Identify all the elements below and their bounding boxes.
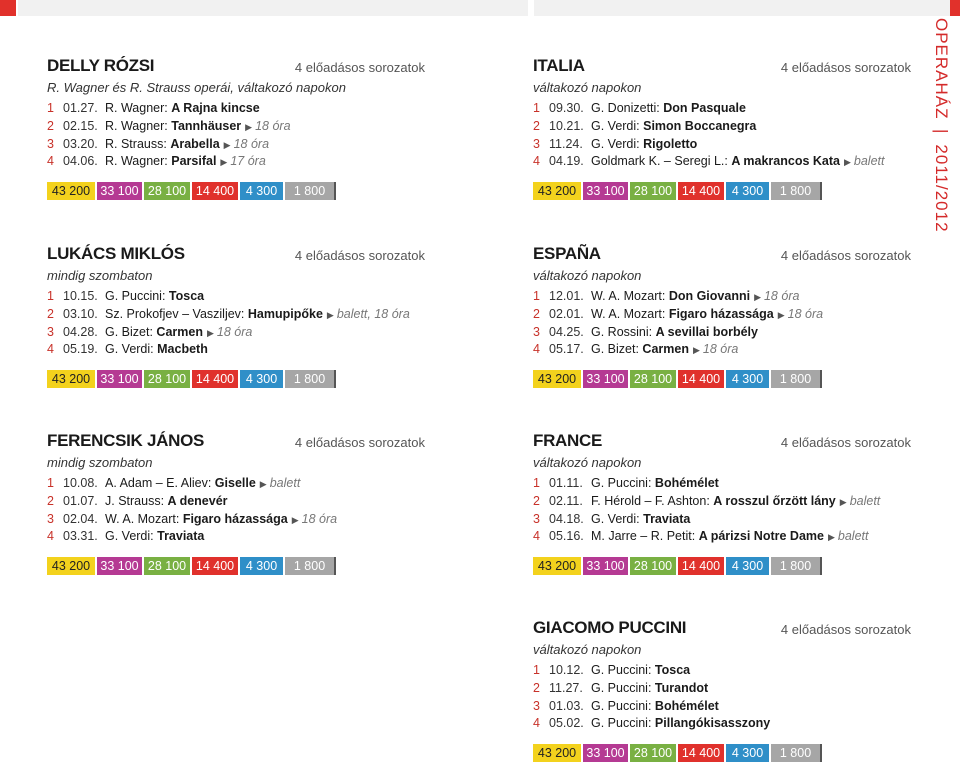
performance-number: 2 bbox=[47, 118, 54, 133]
performance-work: Don Giovanni bbox=[668, 289, 751, 303]
performance-work: Rigoletto bbox=[643, 136, 698, 151]
series-header bbox=[533, 244, 911, 266]
performance-work: Simon Boccanegra bbox=[643, 118, 757, 133]
performance-date: 09.30. bbox=[549, 101, 584, 115]
performance-composer: G. Verdi: bbox=[591, 136, 640, 151]
price-category-2[interactable]: 33 100 bbox=[581, 182, 628, 200]
arrow-right-icon: ▶ bbox=[223, 139, 231, 150]
series-count-label: 4 előadásos sorozatok bbox=[780, 248, 911, 263]
performance-date: 05.19. bbox=[63, 342, 98, 357]
performance-work: Tosca bbox=[654, 663, 691, 677]
price-category-3[interactable]: 28 100 bbox=[628, 182, 676, 200]
price-category-3[interactable]: 28 100 bbox=[628, 557, 676, 575]
top-bar-right bbox=[534, 0, 950, 16]
performance-number: 2 bbox=[47, 306, 54, 321]
performance-composer: G. Puccini: bbox=[591, 680, 652, 695]
series-block-delly-rozsi bbox=[47, 56, 425, 200]
price-category-5[interactable]: 4 300 bbox=[238, 182, 283, 200]
performance-list bbox=[533, 100, 911, 171]
price-category-6[interactable]: 1 800 bbox=[769, 182, 822, 200]
price-category-3[interactable]: 28 100 bbox=[142, 557, 190, 575]
price-category-bar bbox=[533, 557, 911, 575]
performance-note: 18 óra bbox=[233, 136, 270, 151]
series-count-label: 4 előadásos sorozatok bbox=[294, 435, 425, 450]
performance-item[interactable] bbox=[47, 306, 425, 324]
performance-item[interactable] bbox=[47, 136, 425, 154]
performance-list bbox=[47, 100, 425, 171]
performance-number: 3 bbox=[533, 698, 540, 713]
price-category-3[interactable]: 28 100 bbox=[628, 370, 676, 388]
performance-composer: G. Verdi: bbox=[591, 118, 640, 133]
performance-date: 04.25. bbox=[549, 324, 584, 339]
performance-note: 18 óra bbox=[301, 511, 338, 526]
performance-date: 03.20. bbox=[63, 136, 98, 151]
top-accent-bar-right bbox=[950, 0, 960, 16]
performance-number: 3 bbox=[47, 511, 54, 526]
performance-composer: G. Verdi: bbox=[105, 342, 154, 357]
performance-item[interactable] bbox=[47, 118, 425, 136]
price-category-4[interactable]: 14 400 bbox=[676, 182, 724, 200]
performance-number: 2 bbox=[533, 493, 540, 508]
performance-work: Figaro házassága bbox=[668, 306, 774, 321]
performance-work: A makrancos Kata bbox=[731, 154, 840, 169]
price-category-3[interactable]: 28 100 bbox=[142, 182, 190, 200]
performance-work: Carmen bbox=[156, 324, 203, 339]
performance-work: Figaro házassága bbox=[182, 511, 288, 526]
price-category-6[interactable]: 1 800 bbox=[769, 370, 822, 388]
performance-date: 01.03. bbox=[549, 698, 584, 713]
performance-work: A denevér bbox=[167, 493, 228, 508]
performance-number: 4 bbox=[47, 154, 54, 169]
series-header bbox=[533, 618, 911, 640]
price-category-5[interactable]: 4 300 bbox=[238, 370, 283, 388]
price-category-1[interactable]: 43 200 bbox=[47, 557, 95, 575]
series-title: FRANCE bbox=[533, 431, 603, 450]
series-header bbox=[533, 431, 911, 453]
performance-note: 17 óra bbox=[230, 154, 266, 169]
performance-composer: G. Bizet: bbox=[591, 342, 639, 357]
performance-composer: G. Verdi: bbox=[105, 529, 154, 544]
performance-composer: G. Donizetti: bbox=[591, 101, 660, 115]
vertical-season-title bbox=[926, 18, 956, 258]
performance-composer: A. Adam – E. Aliev: bbox=[105, 476, 212, 490]
performance-note: balett bbox=[269, 476, 301, 490]
arrow-right-icon: ▶ bbox=[827, 532, 835, 543]
performance-item[interactable] bbox=[533, 288, 911, 306]
price-category-5[interactable]: 4 300 bbox=[724, 182, 769, 200]
performance-item[interactable] bbox=[47, 493, 425, 511]
performance-work: Bohémélet bbox=[654, 476, 719, 490]
performance-work: Macbeth bbox=[157, 342, 208, 357]
series-subtitle: váltakozó napokon bbox=[533, 642, 642, 657]
price-category-1[interactable]: 43 200 bbox=[533, 744, 581, 762]
performance-composer: Goldmark K. – Seregi L.: bbox=[591, 154, 728, 169]
performance-composer: M. Jarre – R. Petit: bbox=[591, 529, 696, 544]
performance-number: 1 bbox=[47, 476, 54, 490]
performance-date: 01.07. bbox=[63, 493, 98, 508]
performance-item[interactable] bbox=[533, 511, 911, 529]
series-subtitle: mindig szombaton bbox=[47, 455, 153, 470]
performance-number: 1 bbox=[47, 289, 54, 303]
series-block-lukacs-miklos bbox=[47, 244, 425, 388]
performance-item[interactable] bbox=[47, 100, 425, 118]
performance-number: 2 bbox=[533, 680, 540, 695]
performance-item[interactable] bbox=[533, 698, 911, 716]
performance-number: 1 bbox=[533, 289, 540, 303]
performance-item[interactable] bbox=[533, 493, 911, 511]
price-category-4[interactable]: 14 400 bbox=[190, 370, 238, 388]
series-title: DELLY RÓZSI bbox=[47, 56, 155, 75]
price-category-6[interactable]: 1 800 bbox=[769, 744, 822, 762]
performance-note: 18 óra bbox=[216, 324, 253, 339]
performance-item[interactable] bbox=[533, 715, 911, 733]
performance-number: 3 bbox=[47, 136, 54, 151]
performance-number: 1 bbox=[533, 476, 540, 490]
top-bar-left bbox=[18, 0, 528, 16]
series-title: ITALIA bbox=[533, 56, 585, 75]
price-category-1[interactable]: 43 200 bbox=[47, 370, 95, 388]
price-category-6[interactable]: 1 800 bbox=[283, 182, 336, 200]
performance-work: Carmen bbox=[642, 342, 689, 357]
performance-composer: R. Strauss: bbox=[105, 136, 167, 151]
price-category-6[interactable]: 1 800 bbox=[283, 370, 336, 388]
arrow-right-icon: ▶ bbox=[206, 327, 214, 338]
performance-composer: G. Puccini: bbox=[591, 476, 652, 490]
performance-composer: R. Wagner: bbox=[105, 154, 168, 169]
price-category-2[interactable]: 33 100 bbox=[95, 557, 142, 575]
performance-note: 18 óra bbox=[763, 289, 800, 303]
performance-work: A rosszul őrzött lány bbox=[713, 493, 836, 508]
performance-item[interactable] bbox=[47, 288, 425, 306]
series-count-label: 4 előadásos sorozatok bbox=[294, 248, 425, 263]
performance-list bbox=[533, 475, 911, 546]
performance-composer: G. Puccini: bbox=[591, 663, 652, 677]
performance-work: Tosca bbox=[168, 289, 205, 303]
price-category-bar bbox=[533, 370, 911, 388]
performance-composer: J. Strauss: bbox=[105, 493, 165, 508]
performance-work: Giselle bbox=[214, 476, 256, 490]
performance-date: 04.06. bbox=[63, 154, 98, 169]
performance-item[interactable] bbox=[533, 680, 911, 698]
price-category-bar bbox=[47, 557, 425, 575]
performance-date: 02.11. bbox=[549, 493, 583, 508]
arrow-right-icon: ▶ bbox=[326, 309, 334, 320]
performance-date: 10.12. bbox=[549, 663, 584, 677]
performance-composer: W. A. Mozart: bbox=[591, 306, 666, 321]
series-title: FERENCSIK JÁNOS bbox=[47, 431, 205, 450]
performance-work: A sevillai borbély bbox=[655, 324, 758, 339]
price-category-6[interactable]: 1 800 bbox=[283, 557, 336, 575]
performance-date: 10.15. bbox=[63, 289, 98, 303]
price-category-2[interactable]: 33 100 bbox=[581, 370, 628, 388]
price-category-6[interactable]: 1 800 bbox=[769, 557, 822, 575]
series-block-ferencsik-janos bbox=[47, 431, 425, 575]
performance-list bbox=[533, 662, 911, 733]
performance-number: 4 bbox=[533, 529, 540, 544]
performance-composer: F. Hérold – F. Ashton: bbox=[591, 493, 710, 508]
performance-date: 02.15. bbox=[63, 118, 98, 133]
arrow-right-icon: ▶ bbox=[291, 514, 299, 525]
performance-date: 05.17. bbox=[549, 342, 584, 357]
series-count-label: 4 előadásos sorozatok bbox=[780, 622, 911, 637]
series-count-label: 4 előadásos sorozatok bbox=[780, 60, 911, 75]
vertical-title-venue: OPERAHÁZ bbox=[932, 18, 951, 120]
performance-composer: R. Wagner: bbox=[105, 118, 168, 133]
series-subtitle: váltakozó napokon bbox=[533, 80, 642, 95]
arrow-right-icon: ▶ bbox=[245, 121, 253, 132]
performance-date: 03.10. bbox=[63, 306, 98, 321]
price-category-1[interactable]: 43 200 bbox=[533, 557, 581, 575]
performance-item[interactable] bbox=[47, 475, 425, 493]
price-category-2[interactable]: 33 100 bbox=[581, 557, 628, 575]
series-count-label: 4 előadásos sorozatok bbox=[294, 60, 425, 75]
series-block-espana bbox=[533, 244, 911, 388]
performance-number: 3 bbox=[533, 511, 540, 526]
performance-note: 18 óra bbox=[702, 342, 739, 357]
series-title: LUKÁCS MIKLÓS bbox=[47, 244, 185, 263]
performance-item[interactable] bbox=[533, 528, 911, 546]
performance-work: A Rajna kincse bbox=[171, 101, 260, 115]
performance-item[interactable] bbox=[533, 118, 911, 136]
performance-work: Don Pasquale bbox=[663, 101, 746, 115]
performance-composer: W. A. Mozart: bbox=[105, 511, 180, 526]
performance-work: Turandot bbox=[654, 680, 709, 695]
arrow-right-icon: ▶ bbox=[754, 292, 761, 302]
performance-number: 1 bbox=[533, 101, 540, 115]
series-header bbox=[47, 431, 425, 453]
series-block-france bbox=[533, 431, 911, 575]
performance-number: 1 bbox=[533, 663, 540, 677]
price-category-bar bbox=[533, 182, 911, 200]
performance-item[interactable] bbox=[533, 153, 911, 171]
series-title: ESPAÑA bbox=[533, 244, 601, 263]
performance-number: 2 bbox=[533, 118, 540, 133]
performance-date: 11.27. bbox=[549, 680, 583, 695]
series-header bbox=[533, 56, 911, 78]
series-subtitle: mindig szombaton bbox=[47, 268, 153, 283]
series-block-italia bbox=[533, 56, 911, 200]
performance-date: 11.24. bbox=[549, 136, 583, 151]
performance-composer: G. Bizet: bbox=[105, 324, 153, 339]
arrow-right-icon: ▶ bbox=[843, 157, 851, 168]
performance-date: 04.28. bbox=[63, 324, 98, 339]
performance-item[interactable] bbox=[533, 306, 911, 324]
performance-number: 3 bbox=[533, 136, 540, 151]
series-title: GIACOMO PUCCINI bbox=[533, 618, 687, 637]
series-subtitle: váltakozó napokon bbox=[533, 455, 642, 470]
price-category-2[interactable]: 33 100 bbox=[95, 370, 142, 388]
performance-note: balett bbox=[837, 529, 869, 544]
performance-list bbox=[47, 288, 425, 359]
performance-work: Traviata bbox=[157, 529, 205, 544]
performance-number: 3 bbox=[533, 324, 540, 339]
performance-list bbox=[533, 288, 911, 359]
performance-date: 04.18. bbox=[549, 511, 584, 526]
performance-work: Pillangókisasszony bbox=[654, 716, 771, 731]
performance-number: 4 bbox=[47, 529, 54, 544]
price-category-4[interactable]: 14 400 bbox=[190, 557, 238, 575]
price-category-2[interactable]: 33 100 bbox=[581, 744, 628, 762]
performance-date: 05.16. bbox=[549, 529, 584, 544]
performance-number: 1 bbox=[47, 101, 54, 115]
price-category-4[interactable]: 14 400 bbox=[190, 182, 238, 200]
performance-work: Traviata bbox=[643, 511, 691, 526]
series-subtitle: váltakozó napokon bbox=[533, 268, 642, 283]
performance-item[interactable] bbox=[533, 100, 911, 118]
performance-composer: W. A. Mozart: bbox=[591, 289, 666, 303]
performance-date: 01.11. bbox=[549, 476, 583, 490]
price-category-1[interactable]: 43 200 bbox=[47, 182, 95, 200]
arrow-right-icon: ▶ bbox=[839, 496, 847, 507]
performance-item[interactable] bbox=[533, 475, 911, 493]
performance-number: 4 bbox=[533, 716, 540, 731]
performance-composer: G. Puccini: bbox=[591, 698, 652, 713]
performance-number: 4 bbox=[533, 342, 540, 357]
price-category-3[interactable]: 28 100 bbox=[142, 370, 190, 388]
performance-work: A párizsi Notre Dame bbox=[698, 529, 824, 544]
price-category-1[interactable]: 43 200 bbox=[533, 182, 581, 200]
performance-note: 18 óra bbox=[255, 118, 291, 133]
series-header bbox=[47, 56, 425, 78]
top-accent-bar-left bbox=[0, 0, 16, 16]
performance-number: 3 bbox=[47, 324, 54, 339]
performance-date: 02.04. bbox=[63, 511, 98, 526]
performance-composer: R. Wagner: bbox=[105, 101, 168, 115]
price-category-4[interactable]: 14 400 bbox=[676, 370, 724, 388]
price-category-2[interactable]: 33 100 bbox=[95, 182, 142, 200]
price-category-bar bbox=[47, 182, 425, 200]
performance-item[interactable] bbox=[47, 153, 425, 171]
performance-note: 18 óra bbox=[787, 306, 824, 321]
price-category-1[interactable]: 43 200 bbox=[533, 370, 581, 388]
performance-work: Parsifal bbox=[171, 154, 217, 169]
performance-date: 12.01. bbox=[549, 289, 584, 303]
performance-composer: Sz. Prokofjev – Vasziljev: bbox=[105, 306, 245, 321]
arrow-right-icon: ▶ bbox=[692, 345, 700, 356]
arrow-right-icon: ▶ bbox=[259, 479, 267, 489]
performance-item[interactable] bbox=[533, 341, 911, 359]
series-count-label: 4 előadásos sorozatok bbox=[780, 435, 911, 450]
performance-date: 04.19. bbox=[549, 154, 584, 169]
price-category-5[interactable]: 4 300 bbox=[724, 557, 769, 575]
performance-work: Arabella bbox=[170, 136, 220, 151]
performance-item[interactable] bbox=[533, 662, 911, 680]
performance-item[interactable] bbox=[47, 341, 425, 359]
performance-number: 4 bbox=[47, 342, 54, 357]
price-category-4[interactable]: 14 400 bbox=[676, 557, 724, 575]
arrow-right-icon: ▶ bbox=[777, 309, 785, 320]
performance-item[interactable] bbox=[533, 324, 911, 342]
performance-composer: G. Puccini: bbox=[591, 716, 652, 731]
performance-item[interactable] bbox=[533, 136, 911, 154]
series-header bbox=[47, 244, 425, 266]
performance-work: Hamupipőke bbox=[247, 306, 323, 321]
price-category-5[interactable]: 4 300 bbox=[724, 744, 769, 762]
performance-date: 05.02. bbox=[549, 716, 584, 731]
performance-date: 01.27. bbox=[63, 101, 98, 115]
performance-number: 4 bbox=[533, 154, 540, 169]
arrow-right-icon: ▶ bbox=[220, 157, 228, 168]
performance-list bbox=[47, 475, 425, 546]
performance-number: 2 bbox=[533, 306, 540, 321]
performance-item[interactable] bbox=[47, 528, 425, 546]
price-category-3[interactable]: 28 100 bbox=[628, 744, 676, 762]
performance-composer: G. Puccini: bbox=[105, 289, 166, 303]
price-category-4[interactable]: 14 400 bbox=[676, 744, 724, 762]
performance-work: Bohémélet bbox=[654, 698, 719, 713]
performance-note: balett, 18 óra bbox=[336, 306, 410, 321]
series-subtitle: R. Wagner és R. Strauss operái, váltakozó napokon bbox=[47, 80, 346, 95]
performance-date: 10.21. bbox=[549, 118, 584, 133]
performance-work: Tannhäuser bbox=[171, 118, 242, 133]
performance-date: 02.01. bbox=[549, 306, 584, 321]
price-category-5[interactable]: 4 300 bbox=[238, 557, 283, 575]
performance-note: balett bbox=[853, 154, 885, 169]
performance-note: balett bbox=[849, 493, 881, 508]
price-category-bar bbox=[47, 370, 425, 388]
performance-item[interactable] bbox=[47, 324, 425, 342]
performance-number: 2 bbox=[47, 493, 54, 508]
performance-item[interactable] bbox=[47, 511, 425, 529]
performance-composer: G. Verdi: bbox=[591, 511, 640, 526]
performance-date: 10.08. bbox=[63, 476, 98, 490]
price-category-bar bbox=[533, 744, 911, 762]
vertical-title-separator: | bbox=[932, 129, 951, 135]
series-block-giacomo-puccini bbox=[533, 618, 911, 762]
vertical-title-season: 2011/2012 bbox=[932, 144, 951, 233]
performance-date: 03.31. bbox=[63, 529, 98, 544]
performance-composer: G. Rossini: bbox=[591, 324, 653, 339]
price-category-5[interactable]: 4 300 bbox=[724, 370, 769, 388]
